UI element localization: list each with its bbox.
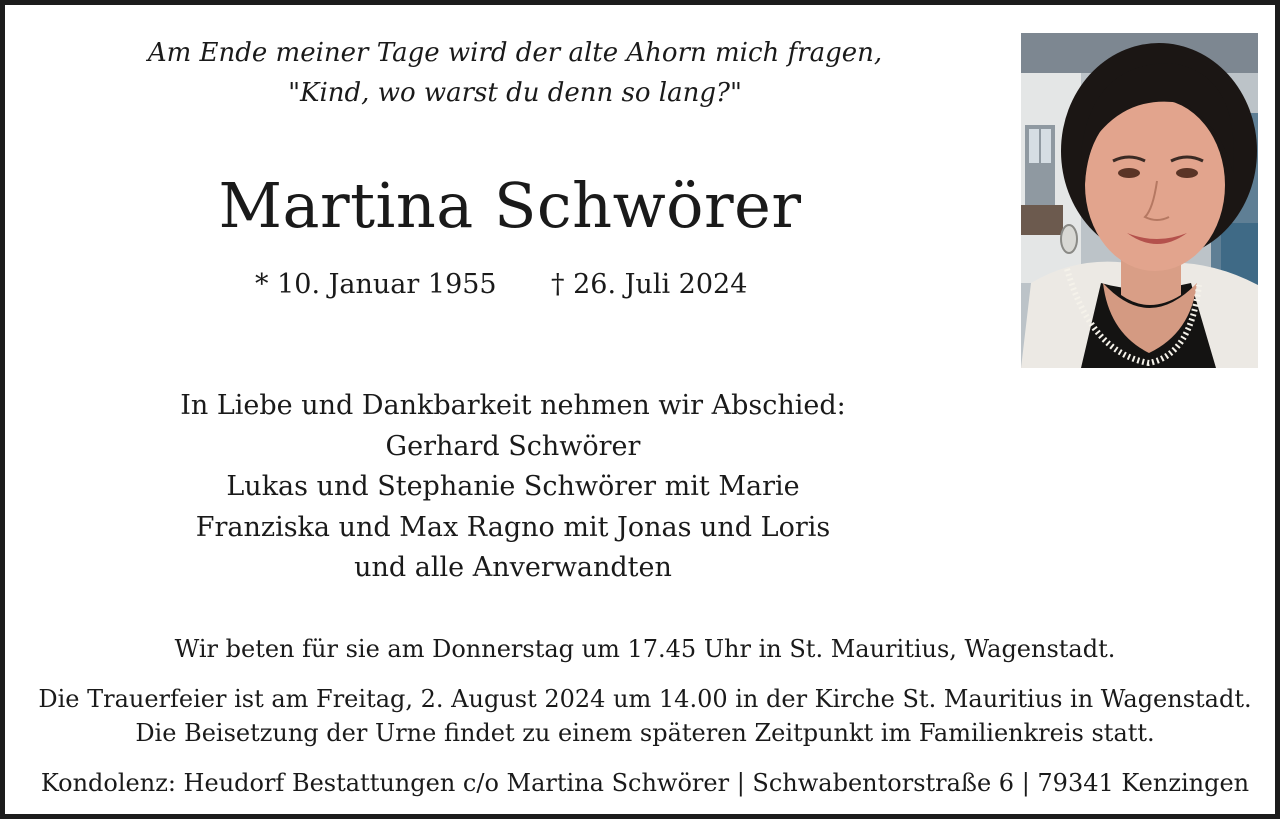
portrait-photo [1021, 33, 1258, 368]
burial-info: Die Beisetzung der Urne findet zu einem späteren Zeitpunkt im Familienkreis statt. [135, 719, 1155, 747]
prayer-info: Wir beten für sie am Donnerstag um 17.45 Uhr in St. Mauritius, Wagenstadt. [174, 635, 1116, 663]
funeral-info: Die Trauerfeier ist am Freitag, 2. August 2024 um 14.00 in der Kirche St. Mauritius in Wagenstadt. [38, 685, 1252, 713]
mourner-line: Franziska und Max Ragno mit Jonas und Loris [195, 512, 831, 543]
birth-date: * 10. Januar 1955 [255, 269, 497, 300]
mourner-line: und alle Anverwandten [354, 552, 672, 583]
farewell-intro: In Liebe und Dankbarkeit nehmen wir Abschied: [180, 390, 846, 421]
mourner-line: Gerhard Schwörer [385, 431, 641, 462]
portrait-illustration [1021, 33, 1258, 368]
quote-line-1: Am Ende meiner Tage wird der alte Ahorn mich fragen, [147, 38, 883, 68]
deceased-name: Martina Schwörer [218, 169, 802, 242]
quote-line-2: "Kind, wo warst du denn so lang?" [288, 78, 742, 108]
mourner-line: Lukas und Stephanie Schwörer mit Marie [226, 471, 800, 502]
condolence-address: Kondolenz: Heudorf Bestattungen c/o Martina Schwörer | Schwabentorstraße 6 | 79341 Kenzingen [40, 769, 1250, 797]
death-date: † 26. Juli 2024 [551, 269, 748, 300]
